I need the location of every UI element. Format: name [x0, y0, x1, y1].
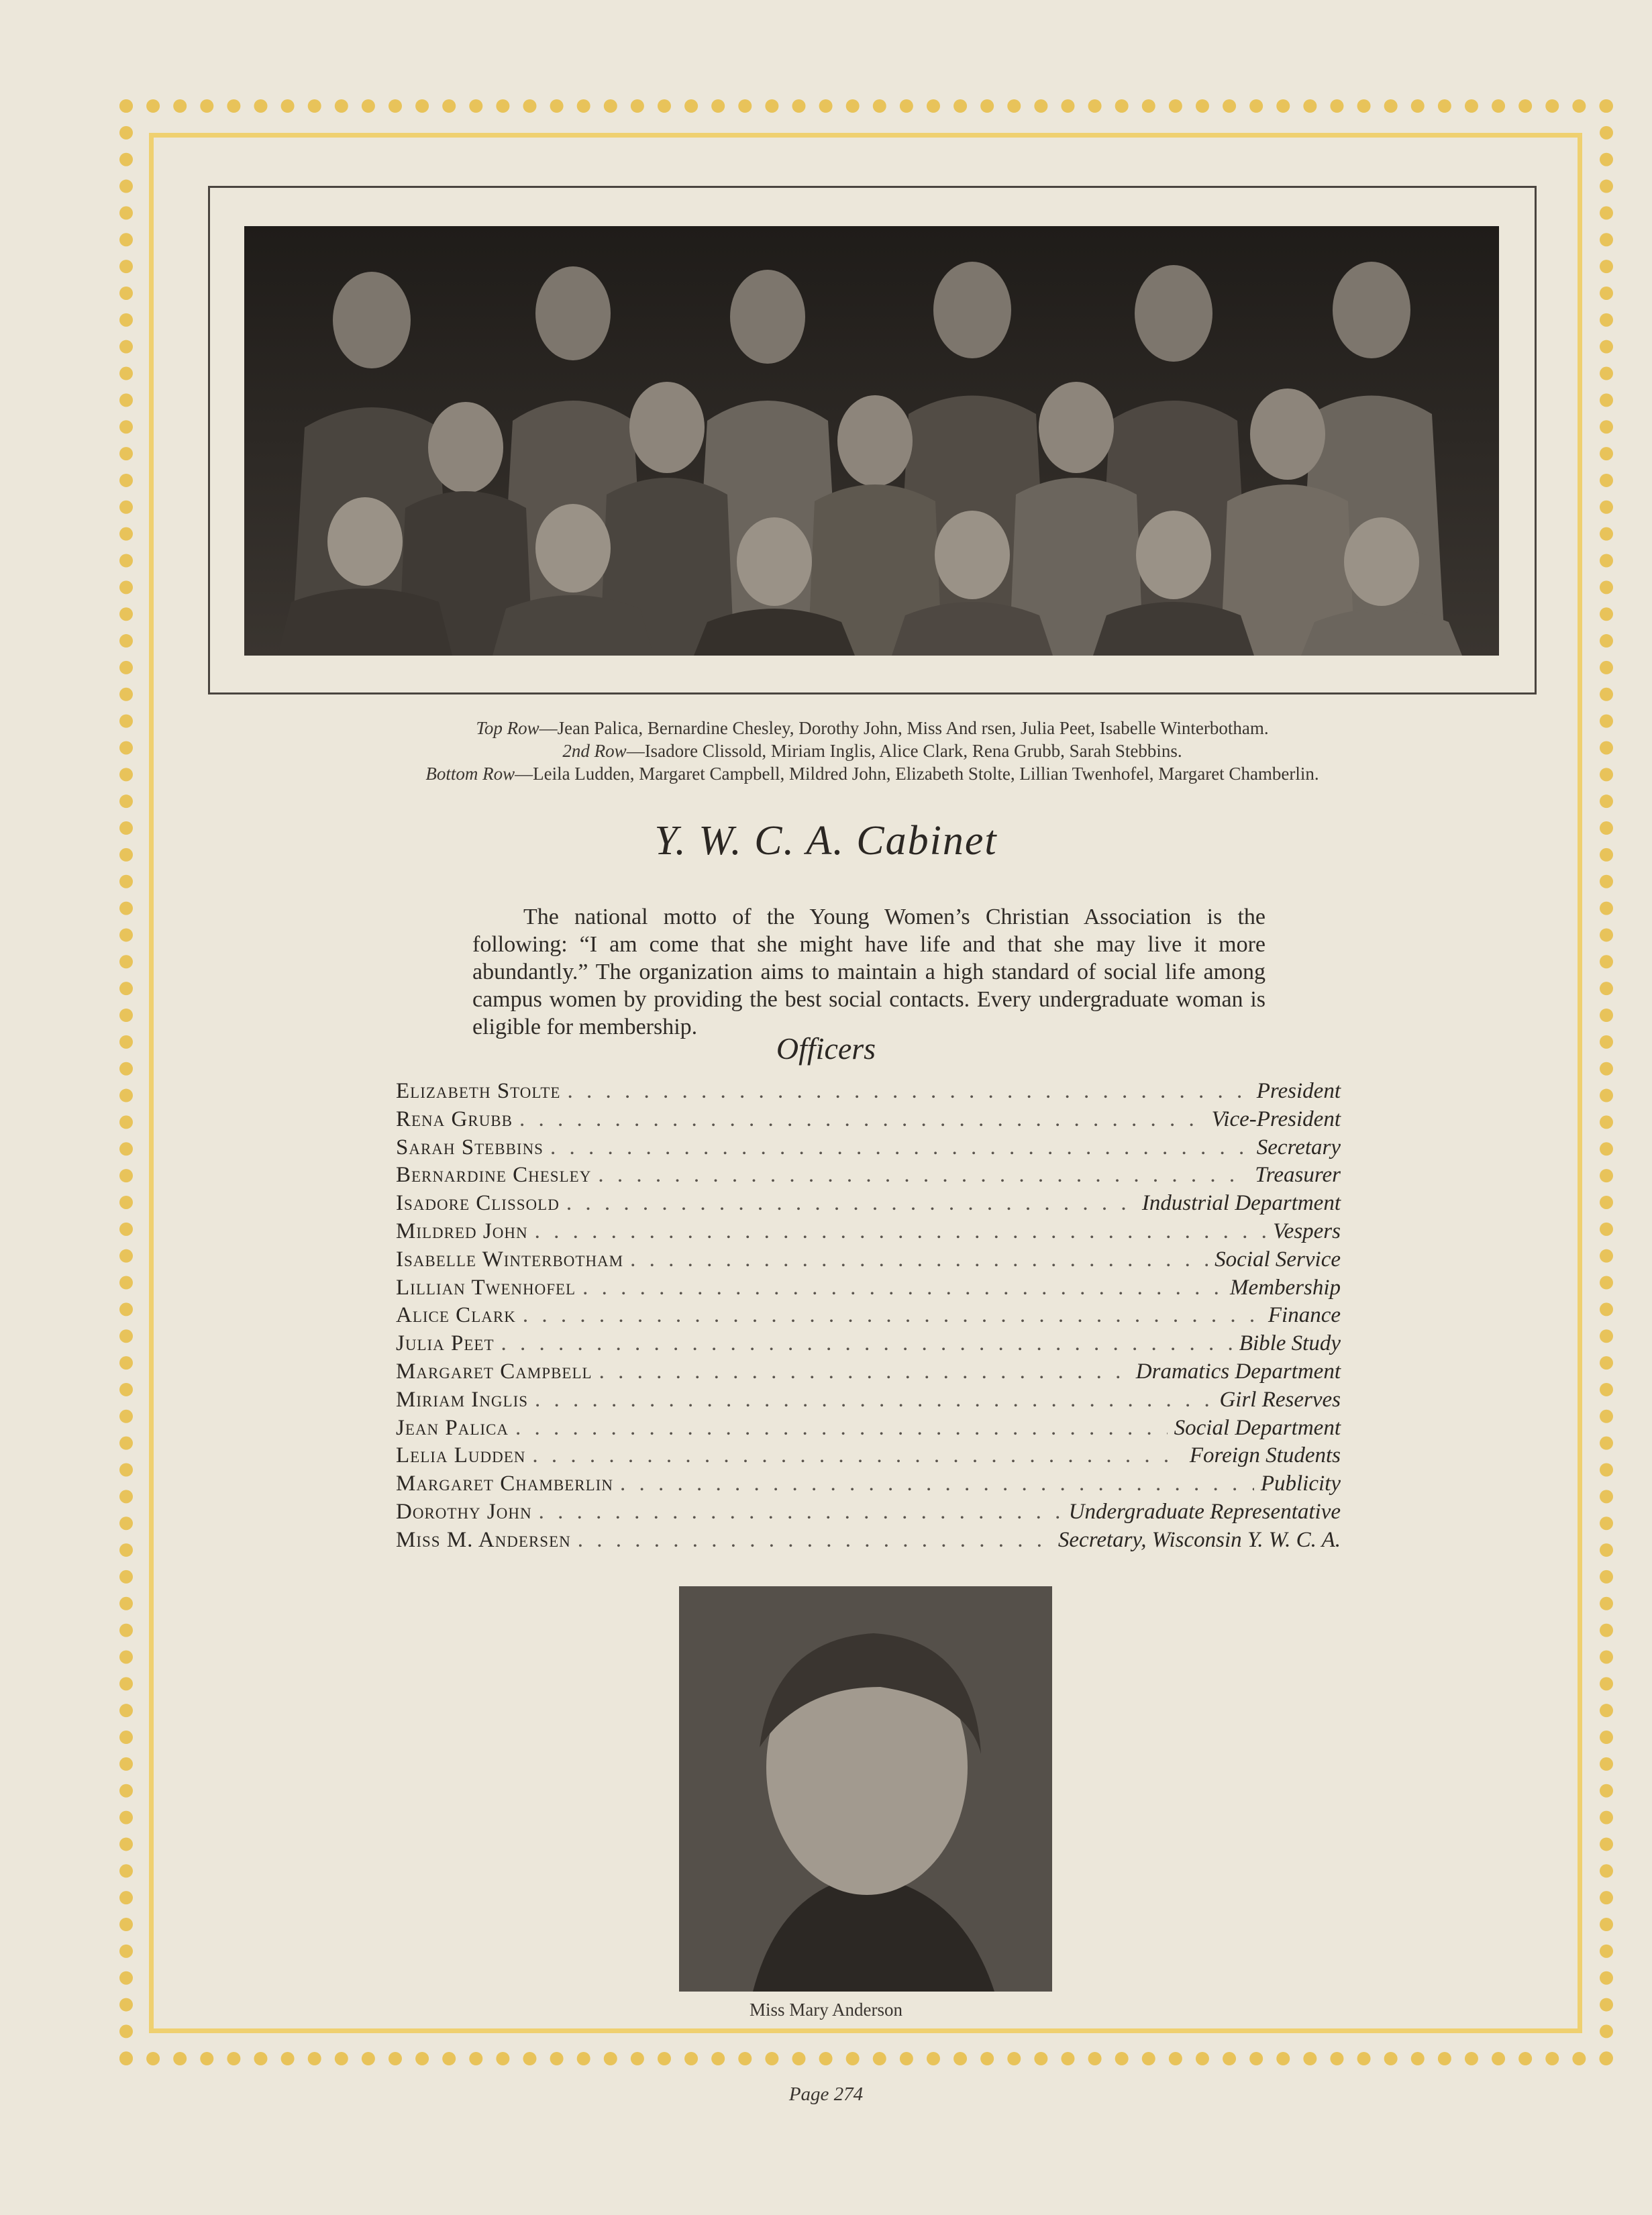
dot-leader	[630, 1246, 1208, 1274]
officers-heading: Officers	[776, 1031, 876, 1066]
officer-role: President	[1256, 1079, 1341, 1103]
officer-row	[396, 1527, 1341, 1555]
officer-name: Dorothy John	[396, 1499, 532, 1524]
officer-name: Isabelle Winterbotham	[396, 1247, 624, 1272]
group-photo-caption	[208, 717, 1537, 785]
officer-role: Secretary	[1256, 1135, 1341, 1160]
caption-second-row	[208, 739, 1537, 762]
officer-row	[396, 1302, 1341, 1330]
officer-role: Vespers	[1273, 1219, 1341, 1243]
dot-leader	[550, 1134, 1250, 1162]
officer-name: Isadore Clissold	[396, 1191, 560, 1216]
officer-role: Publicity	[1260, 1472, 1341, 1496]
page-number: Page 274	[788, 2083, 864, 2105]
officer-row	[396, 1134, 1341, 1162]
caption-second-label: 2nd Row	[562, 741, 627, 761]
officer-list	[396, 1078, 1341, 1555]
dot-leader	[535, 1218, 1267, 1245]
officer-row	[396, 1190, 1341, 1218]
caption-top-label: Top Row	[476, 718, 539, 738]
caption-bottom-label: Bottom Row	[425, 764, 515, 784]
officer-name: Alice Clark	[396, 1303, 516, 1328]
officer-row	[396, 1106, 1341, 1134]
officer-role: Foreign Students	[1189, 1443, 1341, 1468]
officer-name: Miriam Inglis	[396, 1387, 529, 1412]
caption-bottom-row	[208, 762, 1537, 785]
dot-leader	[535, 1386, 1212, 1414]
dot-leader	[515, 1414, 1168, 1442]
dot-leader	[567, 1078, 1249, 1105]
officer-role: Treasurer	[1255, 1163, 1341, 1188]
group-photo	[244, 226, 1499, 656]
dot-leader	[620, 1470, 1254, 1498]
officer-row	[396, 1246, 1341, 1274]
portrait-photo	[679, 1586, 1052, 1992]
officer-row	[396, 1358, 1341, 1386]
dot-leader	[539, 1498, 1062, 1526]
officer-name: Lelia Ludden	[396, 1443, 526, 1468]
officer-name: Sarah Stebbins	[396, 1135, 544, 1160]
officer-name: Jean Palica	[396, 1415, 509, 1440]
officer-row	[396, 1162, 1341, 1190]
officer-name: Julia Peet	[396, 1331, 495, 1356]
officer-row	[396, 1498, 1341, 1527]
caption-top-names: —Jean Palica, Bernardine Chesley, Dorothy John, Miss And rsen, Julia Peet, Isabelle Winterbotham.	[539, 718, 1269, 738]
officer-role: Vice-President	[1211, 1106, 1341, 1131]
dot-leader	[532, 1442, 1182, 1470]
portrait-figure	[679, 1586, 1052, 1992]
officer-row	[396, 1218, 1341, 1246]
dot-leader	[598, 1162, 1248, 1189]
intro-paragraph: The national motto of the Young Women’s Christian Association is the following: “I am come that she might have life and that she may live it more abundantly.” The organization aims to maintain a high standard of social life among campus women by providing the best social contacts. Every undergraduate woman is eligible for membership.	[472, 905, 1266, 1039]
officer-name: Margaret Chamberlin	[396, 1472, 613, 1496]
officer-role: Dramatics Department	[1135, 1359, 1341, 1384]
officer-name: Rena Grubb	[396, 1106, 513, 1131]
officer-role: Undergraduate Representative	[1068, 1499, 1341, 1524]
dot-leader	[519, 1106, 1205, 1133]
officer-row	[396, 1078, 1341, 1106]
dot-leader	[566, 1190, 1135, 1217]
officer-row	[396, 1386, 1341, 1414]
dot-leader	[501, 1330, 1233, 1357]
officer-role: Social Department	[1174, 1415, 1341, 1440]
officer-row	[396, 1442, 1341, 1470]
officer-row	[396, 1274, 1341, 1302]
dot-leader	[599, 1358, 1129, 1386]
officer-name: Margaret Campbell	[396, 1359, 592, 1384]
dot-leader	[523, 1302, 1261, 1329]
caption-bottom-names: —Leila Ludden, Margaret Campbell, Mildred John, Elizabeth Stolte, Lillian Twenhofel, Margaret Chamberlin.	[515, 764, 1319, 784]
page-title: Y. W. C. A. Cabinet	[654, 818, 998, 864]
dot-leader	[582, 1274, 1223, 1302]
officer-name: Miss M. Andersen	[396, 1527, 571, 1552]
officer-role: Finance	[1268, 1303, 1341, 1328]
portrait-caption: Miss Mary Anderson	[750, 2000, 902, 2020]
officer-row	[396, 1470, 1341, 1498]
officer-row	[396, 1414, 1341, 1443]
officer-name: Lillian Twenhofel	[396, 1275, 576, 1300]
officer-row	[396, 1330, 1341, 1358]
officer-role: Girl Reserves	[1219, 1387, 1341, 1412]
caption-second-names: —Isadore Clissold, Miriam Inglis, Alice Clark, Rena Grubb, Sarah Stebbins.	[626, 741, 1182, 761]
group-photo-figures	[244, 226, 1499, 656]
officer-name: Elizabeth Stolte	[396, 1079, 561, 1103]
dot-leader	[578, 1527, 1051, 1554]
officer-role: Industrial Department	[1141, 1191, 1341, 1216]
officer-role: Bible Study	[1239, 1331, 1341, 1356]
officer-role: Secretary, Wisconsin Y. W. C. A.	[1057, 1527, 1341, 1552]
officer-role: Social Service	[1215, 1247, 1341, 1272]
officer-name: Bernardine Chesley	[396, 1163, 592, 1188]
caption-top-row	[208, 717, 1537, 739]
officer-role: Membership	[1230, 1275, 1341, 1300]
officer-name: Mildred John	[396, 1219, 528, 1243]
